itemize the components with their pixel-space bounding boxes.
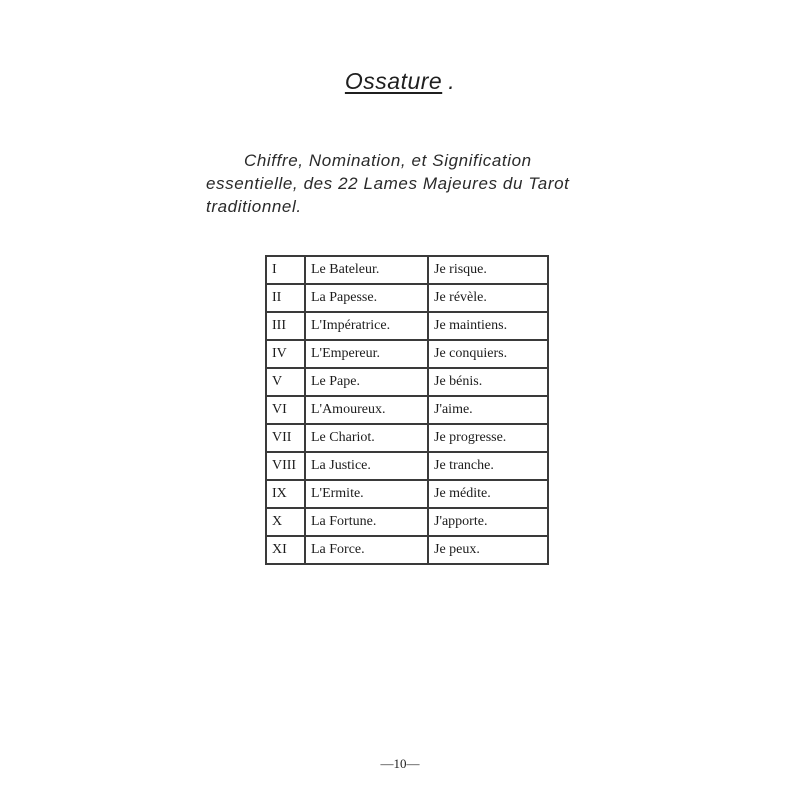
major-arcana-table	[265, 255, 549, 565]
table-row	[266, 256, 548, 284]
table-row	[266, 452, 548, 480]
table-row	[266, 340, 548, 368]
card-meaning: J'apporte.	[428, 508, 548, 536]
table-row	[266, 480, 548, 508]
card-meaning: Je conquiers.	[428, 340, 548, 368]
card-number: VI	[266, 396, 305, 424]
card-name: La Papesse.	[305, 284, 428, 312]
card-number: III	[266, 312, 305, 340]
card-name: L'Empereur.	[305, 340, 428, 368]
card-number: I	[266, 256, 305, 284]
card-name: Le Chariot.	[305, 424, 428, 452]
card-meaning: Je risque.	[428, 256, 548, 284]
table-row	[266, 284, 548, 312]
card-meaning: Je progresse.	[428, 424, 548, 452]
page-title: Ossature	[344, 68, 443, 94]
card-meaning: J'aime.	[428, 396, 548, 424]
card-meaning: Je révèle.	[428, 284, 548, 312]
card-number: VIII	[266, 452, 305, 480]
card-meaning: Je bénis.	[428, 368, 548, 396]
card-name: La Force.	[305, 536, 428, 564]
card-meaning: Je médite.	[428, 480, 548, 508]
card-number: XI	[266, 536, 305, 564]
card-name: L'Ermite.	[305, 480, 428, 508]
table-row	[266, 424, 548, 452]
table-row	[266, 396, 548, 424]
card-meaning: Je tranche.	[428, 452, 548, 480]
title-period: .	[448, 68, 456, 94]
intro-paragraph: Chiffre, Nomination, et Signification essentielle, des 22 Lames Majeures du Tarot traditionnel.	[206, 151, 570, 216]
card-name: Le Pape.	[305, 368, 428, 396]
card-number: II	[266, 284, 305, 312]
page-number: —10—	[380, 756, 420, 771]
card-name: L'Impératrice.	[305, 312, 428, 340]
card-name: La Justice.	[305, 452, 428, 480]
card-number: IX	[266, 480, 305, 508]
card-name: L'Amoureux.	[305, 396, 428, 424]
card-number: X	[266, 508, 305, 536]
card-number: IV	[266, 340, 305, 368]
card-name: Le Bateleur.	[305, 256, 428, 284]
card-meaning: Je peux.	[428, 536, 548, 564]
table-row	[266, 312, 548, 340]
page-heading	[0, 68, 800, 95]
card-name: La Fortune.	[305, 508, 428, 536]
table-row	[266, 536, 548, 564]
table-row	[266, 508, 548, 536]
card-meaning: Je maintiens.	[428, 312, 548, 340]
table-row	[266, 368, 548, 396]
card-number: V	[266, 368, 305, 396]
card-number: VII	[266, 424, 305, 452]
